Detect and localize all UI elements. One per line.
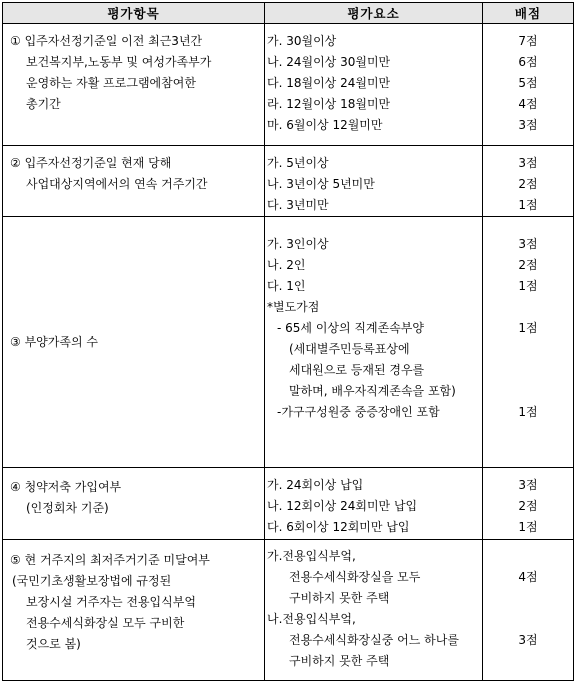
score-value: 1점 [518,198,538,212]
table-row [3,217,574,468]
score-value: 4점 [518,97,538,111]
element-line: 다. 3년미만 [267,198,329,212]
table-row [3,540,574,681]
table-header-row [3,3,574,24]
table-row [3,146,574,217]
score-value [483,381,573,402]
score-cell [483,217,574,468]
header-criteria: 평가항목 [3,3,265,24]
criteria-line: 보건복지부,노동부 및 여성가족부가 [26,55,212,69]
element-line: 전용수세식화장실을 모두 [289,570,421,584]
criteria-cell [3,217,265,468]
criteria-line: ① 입주자선정기준일 이전 최근3년간 [10,34,203,48]
elements-cell [265,146,483,217]
criteria-line: ⑤ 현 거주지의 최저주거기준 미달여부 [10,553,210,567]
element-line: 라. 12월이상 18월미만 [267,97,391,111]
score-value [483,297,573,318]
elements-cell [265,24,483,146]
criteria-line: ④ 청약저축 가입여부 [10,480,122,494]
score-value: 3점 [518,156,538,170]
criteria-line: 전용수세식화장실 모두 구비한 [26,616,185,630]
criteria-cell [3,468,265,540]
score-value [483,546,573,567]
element-line: 가.전용입식부엌, [267,549,356,563]
element-line: - 65세 이상의 직계존속부양 [277,321,424,335]
score-value: 2점 [518,499,538,513]
criteria-line: 사업대상지역에서의 연속 거주기간 [26,177,208,191]
score-value: 5점 [518,76,538,90]
criteria-cell [3,146,265,217]
element-line: 다. 6회이상 12회미만 납입 [267,520,410,534]
score-cell [483,540,574,681]
element-line: 가. 5년이상 [267,156,329,170]
elements-cell [265,468,483,540]
score-value: 3점 [518,118,538,132]
score-value: 3점 [518,633,538,647]
criteria-line: 총기간 [26,97,61,111]
criteria-line: ③ 부양가족의 수 [10,334,98,349]
score-value: 6점 [518,55,538,69]
element-line: -가구구성원중 중증장애인 포함 [277,405,440,419]
criteria-cell [3,540,265,681]
score-value [483,609,573,630]
criteria-line: (인정회차 기준) [26,501,109,515]
score-value: 2점 [518,177,538,191]
element-line: 마. 6월이상 12월미만 [267,118,383,132]
criteria-line: 것으로 봄) [26,637,81,651]
element-line: 구비하지 못한 주택 [289,654,390,668]
element-line: 가. 30월이상 [267,34,337,48]
element-line: (세대별주민등록표상에 [289,342,410,356]
score-value: 1점 [518,520,538,534]
score-value: 2점 [518,258,538,272]
score-value: 1점 [518,321,538,335]
criteria-cell [3,24,265,146]
table-row [3,468,574,540]
score-value [483,360,573,381]
score-value [483,588,573,609]
score-value: 7점 [518,34,538,48]
element-line: 나. 3년이상 5년미만 [267,177,375,191]
score-cell [483,468,574,540]
element-line: 세대원으로 등재된 경우를 [289,363,425,377]
header-score: 배점 [483,3,574,24]
score-cell [483,146,574,217]
element-line: 가. 24회이상 납입 [267,478,364,492]
score-cell [483,24,574,146]
element-line: 전용수세식화장실중 어느 하나를 [289,633,459,647]
criteria-line: (국민기초생활보장법에 규정된 [12,574,172,588]
header-elements: 평가요소 [265,3,483,24]
element-line: 다. 18월이상 24월미만 [267,76,391,90]
element-line: 나. 12회이상 24회미만 납입 [267,499,418,513]
score-value: 3점 [518,478,538,492]
element-line: *별도가점 [267,300,320,314]
table-row [3,24,574,146]
score-value: 3점 [518,237,538,251]
element-line: 다. 1인 [267,279,306,293]
criteria-line: 운영하는 자활 프로그램에참여한 [26,76,196,90]
evaluation-table [2,2,574,681]
score-value: 1점 [518,405,538,419]
element-line: 나. 2인 [267,258,306,272]
score-value [483,651,573,672]
score-value: 4점 [518,570,538,584]
elements-cell [265,540,483,681]
criteria-line: 보장시설 거주자는 전용입식부엌 [26,595,196,609]
element-line: 가. 3인이상 [267,237,329,251]
element-line: 구비하지 못한 주택 [289,591,390,605]
elements-cell [265,217,483,468]
element-line: 나. 24월이상 30월미만 [267,55,391,69]
score-value [483,339,573,360]
criteria-line: ② 입주자선정기준일 현재 당해 [10,156,172,170]
element-line: 말하며, 배우자직계존속을 포함) [289,384,456,398]
element-line: 나.전용입식부엌, [267,612,356,626]
score-value: 1점 [518,279,538,293]
